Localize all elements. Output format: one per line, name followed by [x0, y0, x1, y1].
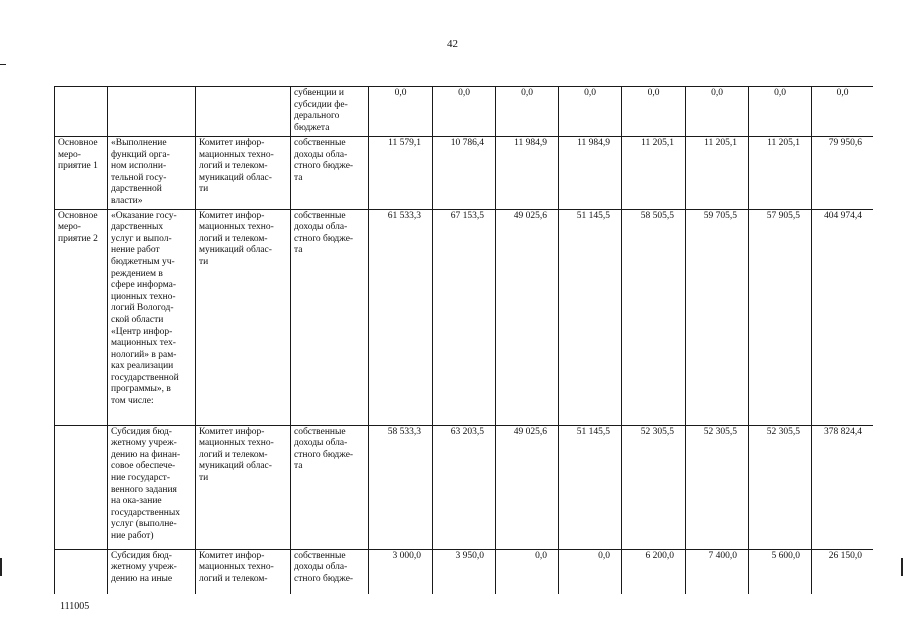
total-value-cell: 378 824,4 [812, 425, 874, 549]
year-value-cell: 51 145,5 [559, 425, 622, 549]
responsible-executor-cell [196, 87, 291, 137]
year-value-cell: 49 025,6 [496, 425, 559, 549]
year-value-cell: 11 984,9 [496, 137, 559, 210]
activity-name-cell [108, 425, 196, 549]
responsible-executor-cell [196, 425, 291, 549]
year-value-cell: 52 305,5 [749, 425, 812, 549]
budget-table [54, 86, 873, 594]
year-value-cell: 3 000,0 [369, 549, 433, 594]
year-value-cell: 59 705,5 [686, 209, 749, 425]
year-value-cell: 11 205,1 [686, 137, 749, 210]
activity-name-cell [108, 549, 196, 594]
year-value-cell: 11 984,9 [559, 137, 622, 210]
responsible-executor-cell [196, 137, 291, 210]
funding-source-text: собственные доходы обла- стного бюдже- та [294, 426, 354, 472]
year-value-cell: 0,0 [433, 87, 496, 137]
responsible-executor-text: Комитет инфор- мационных техно- логий и телеком- [199, 550, 274, 584]
year-value-cell: 67 153,5 [433, 209, 496, 425]
table-row [55, 425, 874, 549]
footer-code: 111005 [60, 601, 90, 612]
activity-number-text: Основное меро- приятие 1 [58, 138, 98, 172]
year-value-cell: 7 400,0 [686, 549, 749, 594]
year-value-cell: 52 305,5 [622, 425, 686, 549]
year-value-cell: 51 145,5 [559, 209, 622, 425]
responsible-executor-text: Комитет инфор- мационных техно- логий и телеком- муникаций облас- ти [199, 138, 274, 195]
activity-number-text: Основное меро- приятие 2 [58, 210, 98, 244]
year-value-cell: 5 600,0 [749, 549, 812, 594]
activity-number-cell [55, 137, 108, 210]
responsible-executor-cell [196, 209, 291, 425]
year-value-cell: 49 025,6 [496, 209, 559, 425]
table-row [55, 549, 874, 594]
year-value-cell: 58 533,3 [369, 425, 433, 549]
activity-name-text: Субсидия бюд- жетному учреж- дению на финан- совое обеспече- ние государст- венного задания на ока-зание государственных услуг (выполне- ние работ) [111, 426, 181, 541]
year-value-cell: 61 533,3 [369, 209, 433, 425]
page-number: 42 [447, 38, 458, 50]
year-value-cell: 58 505,5 [622, 209, 686, 425]
year-value-cell: 10 786,4 [433, 137, 496, 210]
year-value-cell: 6 200,0 [622, 549, 686, 594]
total-value-cell: 79 950,6 [812, 137, 874, 210]
year-value-cell: 11 205,1 [622, 137, 686, 210]
activity-number-cell [55, 209, 108, 425]
activity-name-text: «Оказание госу- дарственных услуг и выпол- нение работ бюджетным уч- реждением в сфере информа- ционных техно- логий Вологод- ской области «Центр инфор- мационных тех- нологий» в рам- ках реализации государственной программы», в том числе: [111, 210, 179, 407]
funding-source-text: собственные доходы обла- стного бюдже- та [294, 138, 354, 183]
responsible-executor-cell [196, 549, 291, 594]
total-value-cell: 0,0 [812, 87, 874, 137]
responsible-executor-text: Комитет инфор- мационных техно- логий и телеком- муникаций облас- ти [199, 210, 274, 267]
funding-source-cell [291, 209, 369, 425]
year-value-cell: 52 305,5 [686, 425, 749, 549]
right-edge-mark [901, 558, 903, 576]
year-value-cell: 0,0 [369, 87, 433, 137]
total-value-cell: 26 150,0 [812, 549, 874, 594]
table-row [55, 137, 874, 210]
total-value-cell: 404 974,4 [812, 209, 874, 425]
activity-number-cell [55, 549, 108, 594]
funding-source-text: субвенции и субсидии фе- дерального бюджета [294, 88, 348, 133]
left-edge-mark [0, 64, 6, 65]
table-row [55, 209, 874, 425]
year-value-cell: 0,0 [496, 549, 559, 594]
funding-source-cell [291, 87, 369, 137]
table-row [55, 87, 874, 137]
year-value-cell: 0,0 [686, 87, 749, 137]
funding-source-cell [291, 549, 369, 594]
activity-name-cell [108, 137, 196, 210]
year-value-cell: 3 950,0 [433, 549, 496, 594]
year-value-cell: 11 205,1 [749, 137, 812, 210]
funding-source-cell [291, 137, 369, 210]
year-value-cell: 0,0 [559, 87, 622, 137]
activity-name-text: Субсидия бюд- жетному учреж- дению на иные [111, 550, 177, 584]
activity-name-cell [108, 209, 196, 425]
funding-source-text: собственные доходы обла- стного бюдже- [294, 550, 354, 584]
year-value-cell: 11 579,1 [369, 137, 433, 210]
activity-number-cell [55, 87, 108, 137]
funding-source-text: собственные доходы обла- стного бюдже- та [294, 210, 354, 256]
year-value-cell: 0,0 [496, 87, 559, 137]
year-value-cell: 63 203,5 [433, 425, 496, 549]
activity-name-text: «Выполнение функций орга- ном исполни- тельной госу- дарственной власти» [111, 138, 170, 206]
budget-table-wrapper [54, 86, 873, 594]
year-value-cell: 0,0 [559, 549, 622, 594]
left-edge-mark [0, 558, 2, 576]
year-value-cell: 57 905,5 [749, 209, 812, 425]
year-value-cell: 0,0 [622, 87, 686, 137]
funding-source-cell [291, 425, 369, 549]
responsible-executor-text: Комитет инфор- мационных техно- логий и телеком- муникаций облас- ти [199, 426, 274, 483]
year-value-cell: 0,0 [749, 87, 812, 137]
activity-number-cell [55, 425, 108, 549]
activity-name-cell [108, 87, 196, 137]
